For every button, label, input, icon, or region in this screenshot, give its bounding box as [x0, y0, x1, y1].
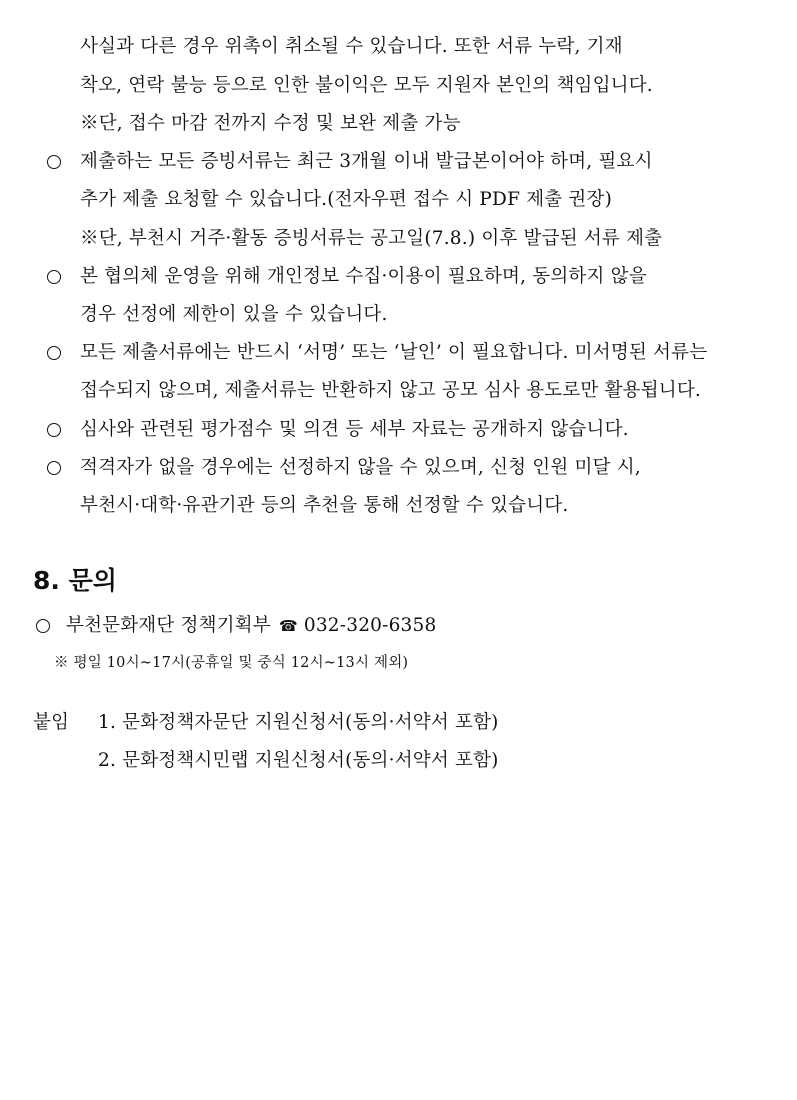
- phone-icon: ☎: [278, 617, 298, 635]
- bullet-line: 적격자가 없을 경우에는 선정하지 않을 수 있으며, 신청 인원 미달 시,: [80, 457, 641, 478]
- bullet-line: 추가 제출 요청할 수 있습니다.(전자우편 접수 시 PDF 제출 권장): [80, 189, 612, 210]
- bullet-circle-icon: [47, 461, 61, 475]
- attachment-item: 2. 문화정책시민랩 지원신청서(동의·서약서 포함): [98, 750, 499, 771]
- bullet-circle-icon: [36, 619, 50, 633]
- note-line: ※단, 부천시 거주·활동 증빙서류는 공고일(7.8.) 이후 발급된 서류 제출: [80, 228, 663, 249]
- department-name: 부천문화재단 정책기획부: [66, 615, 271, 636]
- contact-line: [66, 615, 436, 637]
- bullet-line: 본 협의체 운영을 위해 개인정보 수집·이용이 필요하며, 동의하지 않을: [80, 266, 647, 287]
- section-heading: 8. 문의: [33, 566, 117, 595]
- bullet-circle-icon: [47, 423, 61, 437]
- bullet-circle-icon: [47, 346, 61, 360]
- attachments-label: 붙임: [33, 712, 70, 733]
- bullet-line: 부천시·대학·유관기관 등의 추천을 통해 선정할 수 있습니다.: [80, 495, 569, 516]
- bullet-line: 제출하는 모든 증빙서류는 최근 3개월 이내 발급본이어야 하며, 필요시: [80, 151, 653, 172]
- bullet-line: 경우 선정에 제한이 있을 수 있습니다.: [80, 304, 388, 325]
- bullet-circle-icon: [47, 155, 61, 169]
- bullet-line: 모든 제출서류에는 반드시 ‘서명’ 또는 ‘날인’ 이 필요합니다. 미서명된 서류는: [80, 342, 708, 363]
- hours-note: ※ 평일 10시~17시(공휴일 및 중식 12시~13시 제외): [54, 655, 409, 671]
- continuation-line: 사실과 다른 경우 위촉이 취소될 수 있습니다. 또한 서류 누락, 기재: [80, 36, 623, 57]
- bullet-circle-icon: [47, 270, 61, 284]
- bullet-line: 접수되지 않으며, 제출서류는 반환하지 않고 공모 심사 용도로만 활용됩니다.: [80, 380, 702, 401]
- bullet-line: 심사와 관련된 평가점수 및 의견 등 세부 자료는 공개하지 않습니다.: [80, 419, 629, 440]
- note-line: ※단, 접수 마감 전까지 수정 및 보완 제출 가능: [80, 113, 461, 134]
- attachment-item: 1. 문화정책자문단 지원신청서(동의·서약서 포함): [98, 712, 499, 733]
- phone-number[interactable]: 032-320-6358: [303, 615, 437, 636]
- continuation-line: 착오, 연락 불능 등으로 인한 불이익은 모두 지원자 본인의 책임입니다.: [80, 75, 653, 96]
